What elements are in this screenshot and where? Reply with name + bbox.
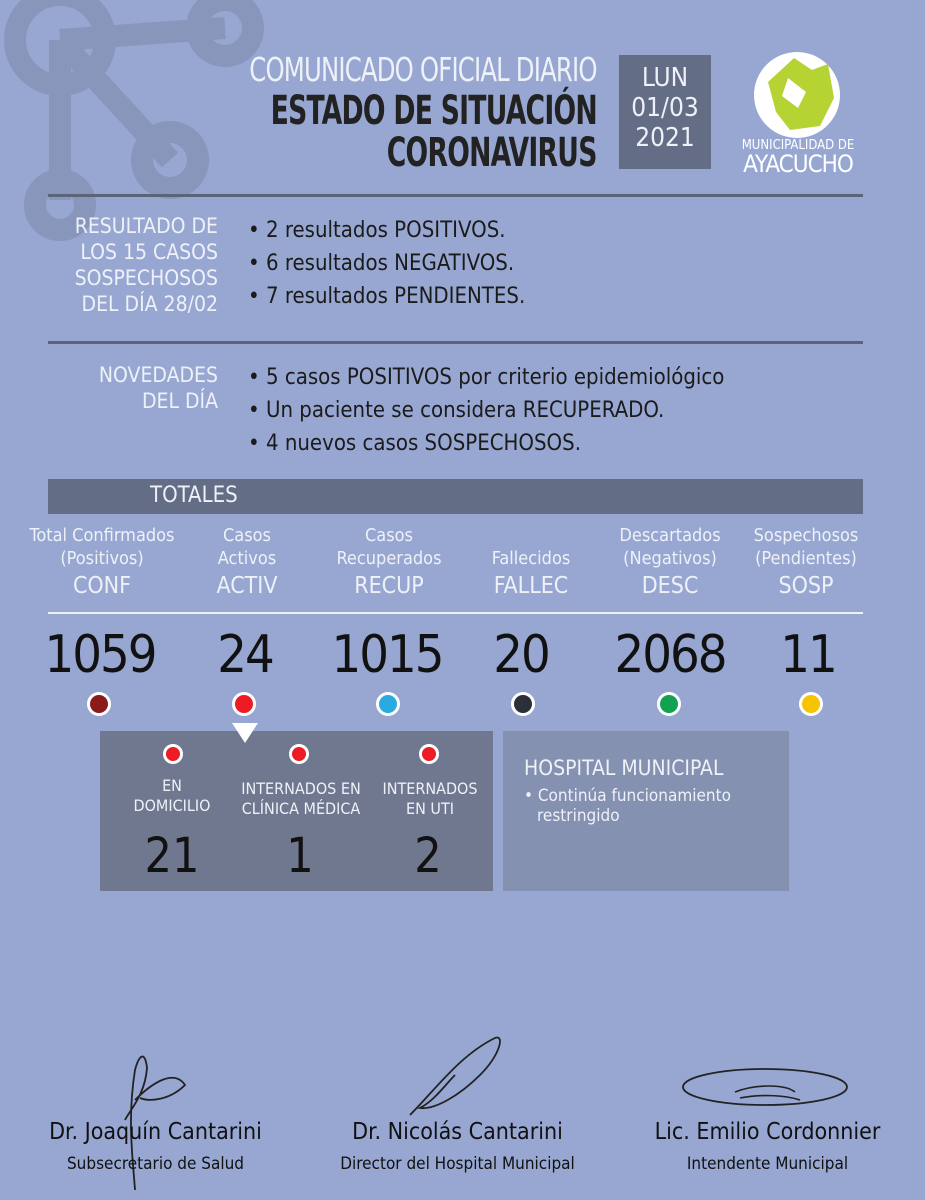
signatory-1-name: Dr. Joaquín Cantarini (49, 1119, 262, 1145)
col-header-line: Activos (217, 548, 277, 569)
label-line: INTERNADOS EN (241, 779, 361, 798)
hospital-status-line: • Continúa funcionamiento (524, 786, 731, 806)
col-code-recup: RECUP (354, 573, 424, 599)
pointer-triangle-icon (232, 723, 258, 743)
recup-dot-icon (376, 692, 400, 716)
col-header-line: Recuperados (336, 548, 442, 569)
logo-icon (754, 52, 840, 138)
col-header-line: Casos (364, 525, 413, 546)
signatory-2-role: Director del Hospital Municipal (340, 1154, 575, 1174)
list-item: • Un paciente se considera RECUPERADO. (248, 398, 665, 423)
list-item: • 5 casos POSITIVOS por criterio epidemiológico (248, 365, 725, 390)
col-header-conf (27, 524, 177, 570)
header-line2: ESTADO DE SITUACIÓN (270, 88, 597, 134)
clinic-label (236, 779, 366, 819)
desc-dot-icon (657, 692, 681, 716)
col-header-line: (Positivos) (60, 548, 144, 569)
results-label-line: LOS 15 CASOS (80, 240, 218, 264)
results-label-line: DEL DÍA 28/02 (81, 292, 218, 316)
divider (48, 194, 863, 197)
date-box (619, 55, 711, 169)
signatory-3-name: Lic. Emilio Cordonnier (654, 1119, 881, 1145)
hospital-status-line: restringido (537, 806, 620, 826)
logo-text-main: AYACUCHO (743, 150, 853, 178)
list-item: • 6 resultados NEGATIVOS. (248, 251, 515, 276)
uti-dot-icon (419, 744, 439, 764)
col-header-line: (Pendientes) (755, 548, 857, 569)
col-header-line: Descartados (619, 525, 721, 546)
hospital-status (524, 786, 731, 826)
date-year: 2021 (635, 123, 695, 153)
news-label-line: DEL DÍA (141, 389, 218, 413)
col-header-line: Fallecidos (491, 548, 571, 569)
clinic-dot-icon (289, 744, 309, 764)
col-code-fallec: FALLEC (493, 573, 569, 599)
value-activ: 24 (217, 625, 273, 685)
totals-divider (48, 612, 863, 614)
results-list (248, 214, 525, 313)
list-item: • 4 nuevos casos SOSPECHOSOS. (248, 431, 581, 456)
col-header-sosp (731, 524, 881, 570)
value-fallec: 20 (493, 625, 549, 685)
uti-label (375, 779, 485, 819)
value-conf: 1059 (44, 625, 156, 685)
header-line3: CORONAVIRUS (387, 130, 597, 176)
col-header-line: Sospechosos (753, 525, 859, 546)
label-line: INTERNADOS (382, 779, 478, 798)
value-recup: 1015 (331, 625, 443, 685)
col-header-line: Total Confirmados (29, 525, 175, 546)
col-header-line: Casos (222, 525, 271, 546)
conf-dot-icon (87, 692, 111, 716)
label-line: EN (162, 776, 182, 795)
divider (48, 341, 863, 344)
signature-3 (675, 1062, 855, 1117)
signatory-2-name: Dr. Nicolás Cantarini (352, 1119, 563, 1145)
col-header-line (456, 524, 606, 547)
results-label (75, 213, 218, 317)
sosp-dot-icon (799, 692, 823, 716)
col-header-activ (172, 524, 322, 570)
results-label-line: RESULTADO DE (74, 214, 218, 238)
hospital-title: HOSPITAL MUNICIPAL (524, 756, 724, 780)
home-label (112, 776, 232, 816)
signatory-1-role: Subsecretario de Salud (66, 1154, 245, 1174)
signature-2 (400, 1030, 520, 1120)
home-value: 21 (144, 828, 200, 884)
col-header-line: (Negativos) (623, 548, 717, 569)
col-code-activ: ACTIV (216, 573, 278, 599)
news-label (99, 362, 218, 414)
results-label-line: SOSPECHOSOS (74, 266, 218, 290)
col-header-desc (595, 524, 745, 570)
col-code-conf: CONF (72, 573, 132, 599)
header-line1: COMUNICADO OFICIAL DIARIO (249, 50, 597, 89)
municipality-logo (754, 52, 840, 138)
fallec-dot-icon (511, 692, 535, 716)
value-desc: 2068 (614, 625, 726, 685)
signatory-3-role: Intendente Municipal (686, 1154, 849, 1174)
logo-text-top: MUNICIPALIDAD DE (741, 138, 855, 153)
date-date: 01/03 (631, 93, 699, 123)
list-item: • 7 resultados PENDIENTES. (248, 284, 526, 309)
col-header-fallec (456, 524, 606, 570)
label-line: DOMICILIO (133, 796, 211, 815)
label-line: EN UTI (406, 799, 454, 818)
news-list (248, 361, 724, 460)
label-line: CLÍNICA MÉDICA (241, 799, 361, 818)
list-item: • 2 resultados POSITIVOS. (248, 218, 506, 243)
col-code-desc: DESC (641, 573, 699, 599)
news-label-line: NOVEDADES (98, 363, 218, 387)
clinic-value: 1 (286, 828, 314, 884)
col-code-sosp: SOSP (778, 573, 834, 599)
home-dot-icon (163, 744, 183, 764)
totals-title: TOTALES (150, 483, 238, 508)
value-sosp: 11 (780, 625, 836, 685)
uti-value: 2 (414, 828, 442, 884)
activ-dot-icon (232, 692, 256, 716)
col-header-recup (314, 524, 464, 570)
date-day: LUN (641, 63, 689, 93)
